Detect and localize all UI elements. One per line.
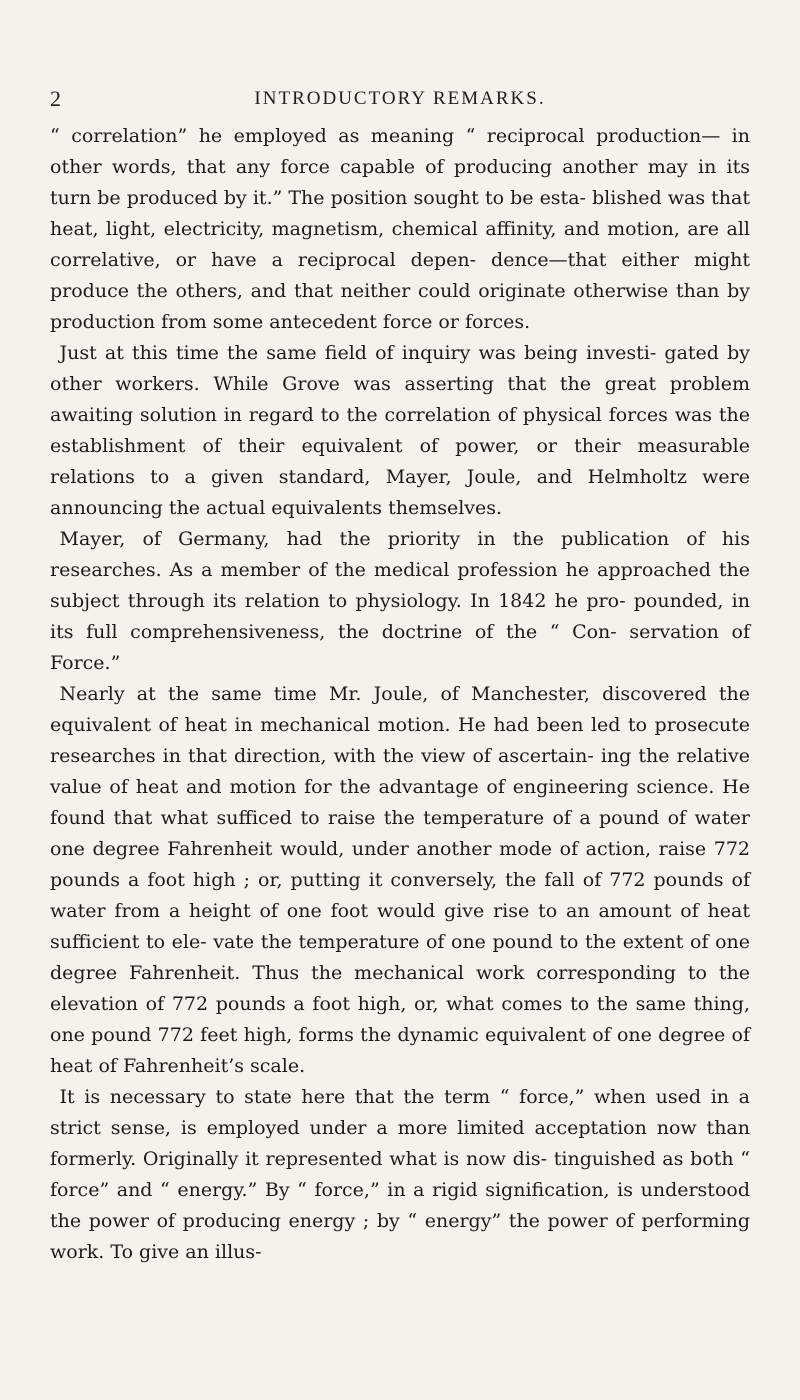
paragraph-4: Nearly at the same time Mr. Joule, of Manchester, discovered the equivalent of heat in mechanical motion. He had been led to prosecute researches in that direction, with the view of ascertain- ing the relative value of heat and motion for the advantage of engineering science. He found that what sufficed to raise the temperature of a pound of water one degree Fahrenheit would, under another mode of action, raise 772 pounds a foot high ; or, putting it conversely, the fall of 772 pounds of water from a height of one foot would give rise to an amount of heat sufficient to ele- vate the temperature of one pound to the extent of one degree Fahrenheit. Thus the mechanical work corresponding to the elevation of 772 pounds a foot high, or, what comes to the same thing, one pound 772 feet high, forms the dynamic equivalent of one degree of heat of Fahrenheit’s scale.	[50, 683, 750, 1077]
paragraph-2: Just at this time the same field of inquiry was being investi- gated by other workers. While Grove was asserting that the great problem awaiting solution in regard to the correlation of physical forces was the establishment of their equivalent of power, or their measurable relations to a given standard, Mayer, Joule, and Helmholtz were announcing the actual equivalents themselves.	[50, 342, 750, 519]
paragraph-3: Mayer, of Germany, had the priority in the publication of his researches. As a member of the medical profession he approached the subject through its relation to physiology. In 1842 he pro- pounded, in its full comprehensiveness, the doctrine of the “ Con- servation of Force.”	[50, 528, 750, 674]
paragraph-1: “ correlation” he employed as meaning “ reciprocal production— in other words, that any force capable of producing another may in its turn be produced by it.” The position sought to be esta- blished was that heat, light, electricity, magnetism, chemical affinity, and motion, are all correlative, or have a reciprocal depen- dence—that either might produce the others, and that neither could originate otherwise than by production from some antecedent force or forces.	[50, 125, 750, 333]
running-head-title: INTRODUCTORY REMARKS.	[254, 88, 546, 109]
paragraph-5: It is necessary to state here that the term “ force,” when used in a strict sense, is employed under a more limited acceptation now than formerly. Originally it represented what is now dis- tinguished as both “ force” and “ energy.” By “ force,” in a rigid signification, is understood the power of producing energy ; by “ energy” the power of performing work. To give an illus-	[50, 1086, 750, 1263]
body-text	[50, 121, 750, 1268]
page-number: 2	[50, 86, 61, 111]
running-head	[50, 86, 750, 112]
